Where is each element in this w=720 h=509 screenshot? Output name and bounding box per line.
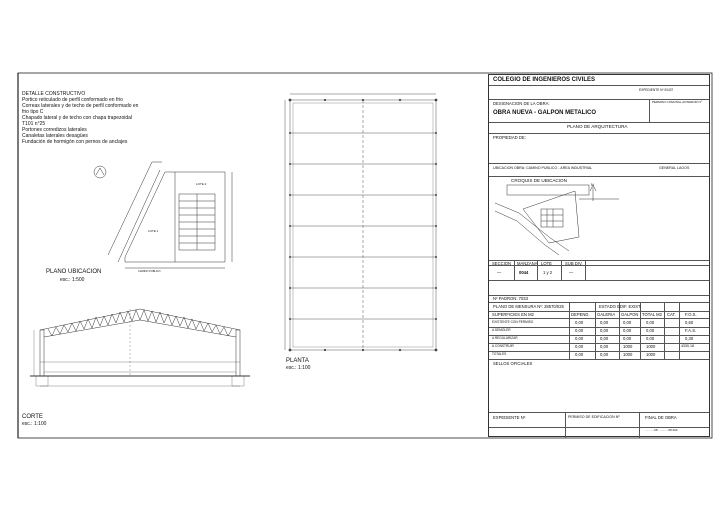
location-plan-title: PLANO UBICACION xyxy=(46,269,102,275)
lot-label: LOTE 1 xyxy=(148,229,159,233)
area-row-label: A DEMOLER xyxy=(492,328,511,332)
note-line: Portico reticulado de perfil conformado en frio xyxy=(22,97,123,103)
sketch-title: CROQUIS DE UBICACION xyxy=(511,178,567,183)
area-cell: 0,00 xyxy=(575,352,584,357)
area-cell: 0,00 xyxy=(623,328,632,333)
location-plan-scale: esc.: 1:500 xyxy=(60,277,85,283)
section-view-title: CORTE xyxy=(22,414,43,420)
cadastre-value: — xyxy=(569,270,574,275)
plan-view-title: PLANTA xyxy=(286,358,309,364)
estado: ESTADO EDIF. EXIST. xyxy=(599,304,642,309)
area-cell: 0,00 xyxy=(600,336,609,341)
area-header: DEPEND. xyxy=(571,312,590,317)
annex-label: LOTE 2 xyxy=(196,182,207,186)
footer-expediente: EXPEDIENTE Nº xyxy=(493,415,526,420)
area-cell: 0,00 xyxy=(646,320,655,325)
area-cell: 0,00 xyxy=(575,336,584,341)
note-line: Portones corredizos laterales xyxy=(22,127,87,133)
area-cell: F.A.S. xyxy=(685,328,697,333)
cadastre-header: MANZANA xyxy=(517,261,538,266)
area-row-label: A REGULARIZAR xyxy=(492,336,518,340)
notes-title: DETALLE CONSTRUCTIVO xyxy=(22,91,86,97)
work-label: DESIGNACION DE LA OBRA: xyxy=(493,101,550,106)
seals-label: SELLOS OFICIALES xyxy=(493,361,533,366)
area-cell: 0,00 xyxy=(575,328,584,333)
note-line: Chapado lateral y de techo con chapa trapezoidal xyxy=(22,115,133,121)
cadastre-header: SECCION xyxy=(492,261,512,266)
area-header: GALPON xyxy=(621,312,639,317)
area-cell: 1000 xyxy=(646,352,656,357)
area-header: CAT. xyxy=(667,312,676,317)
permit-note: PERMISO COMUNAL ANTERIOR Nº xyxy=(652,100,702,104)
area-cell: 0,00 xyxy=(575,320,584,325)
area-cell: 0,00 xyxy=(600,320,609,325)
area-header: GALERIA xyxy=(597,312,616,317)
section-view-scale: esc.: 1:100 xyxy=(22,421,47,427)
note-line: frio tipo C xyxy=(22,109,44,115)
location-sketch xyxy=(489,179,709,259)
mensura: PLANO DE MENSURA Nº: 28570/025 xyxy=(493,304,564,309)
note-line: T101 n°25 xyxy=(22,121,46,127)
area-cell: 0,00 xyxy=(600,344,609,349)
area-cell: 1000 xyxy=(623,352,633,357)
area-header: TOTAL M2 xyxy=(642,312,662,317)
area-cell: 0,00 xyxy=(600,328,609,333)
area-row-label: EXISTENTE CON PERMISO xyxy=(492,320,534,324)
padron: Nº PADRON: 7033 xyxy=(493,296,528,301)
area-cell: 0,60 xyxy=(685,320,694,325)
area-cell: 1000 xyxy=(623,344,633,349)
area-row-label: TOTALES xyxy=(492,352,507,356)
area-cell: 0,00 xyxy=(646,336,655,341)
note-line: Fundación de hormigón con pernos de anclajes xyxy=(22,139,128,145)
cadastre-value: 0044 xyxy=(519,270,529,275)
cadastre-value: 1 y 2 xyxy=(543,270,553,275)
owner-label: PROPIEDAD DE: xyxy=(493,135,526,140)
note-line: Canaletas laterales desagües xyxy=(22,133,88,139)
location-label: UBICACION OBRA: CAMINO PUBLICO - AREA INDUSTRIAL xyxy=(493,166,593,170)
work-name: OBRA NUEVA - GALPON METALICO xyxy=(493,110,596,116)
area-cell: 0,00 xyxy=(600,352,609,357)
cadastre-header: SUB DIV. xyxy=(565,261,583,266)
area-row-label: A CONSTRUIR xyxy=(492,344,514,348)
area-cell: 4330,18 xyxy=(681,344,694,348)
area-cell: 0,00 xyxy=(646,328,655,333)
college-name: COLEGIO DE INGENIEROS CIVILES xyxy=(493,77,596,83)
street-label: CAMINO PUBLICO xyxy=(138,270,161,273)
note-line: Correas laterales y de techo de perfil conformado en xyxy=(22,103,139,109)
area-cell: 0,00 xyxy=(623,336,632,341)
cadastre-header: LOTE xyxy=(541,261,552,266)
area-cell: 0,00 xyxy=(623,320,632,325)
area-header: SUPERFICIES EN M2 xyxy=(492,312,534,317)
sheet-title: PLANO DE ARQUITECTURA xyxy=(567,124,628,129)
title-block xyxy=(488,74,710,437)
area-cell: 0,30 xyxy=(685,336,694,341)
footer-permit: PERMISO DE EDIFICACION Nº xyxy=(568,415,620,419)
north-label: N xyxy=(591,182,594,187)
area-cell: 1000 xyxy=(646,344,656,349)
area-cell: 0,00 xyxy=(575,344,584,349)
area-header: F.O.S. xyxy=(685,312,697,317)
footer-date: ...........08 ............08 202 xyxy=(645,428,678,432)
plan-view-scale: esc.: 1:100 xyxy=(286,365,311,371)
expediente-ref: EXPEDIENTE Nº 00437 xyxy=(639,88,674,92)
cadastre-value: — xyxy=(497,270,502,275)
city-label: GENERAL LAGOS xyxy=(659,166,690,170)
footer-end: FINAL DE OBRA xyxy=(645,415,677,420)
